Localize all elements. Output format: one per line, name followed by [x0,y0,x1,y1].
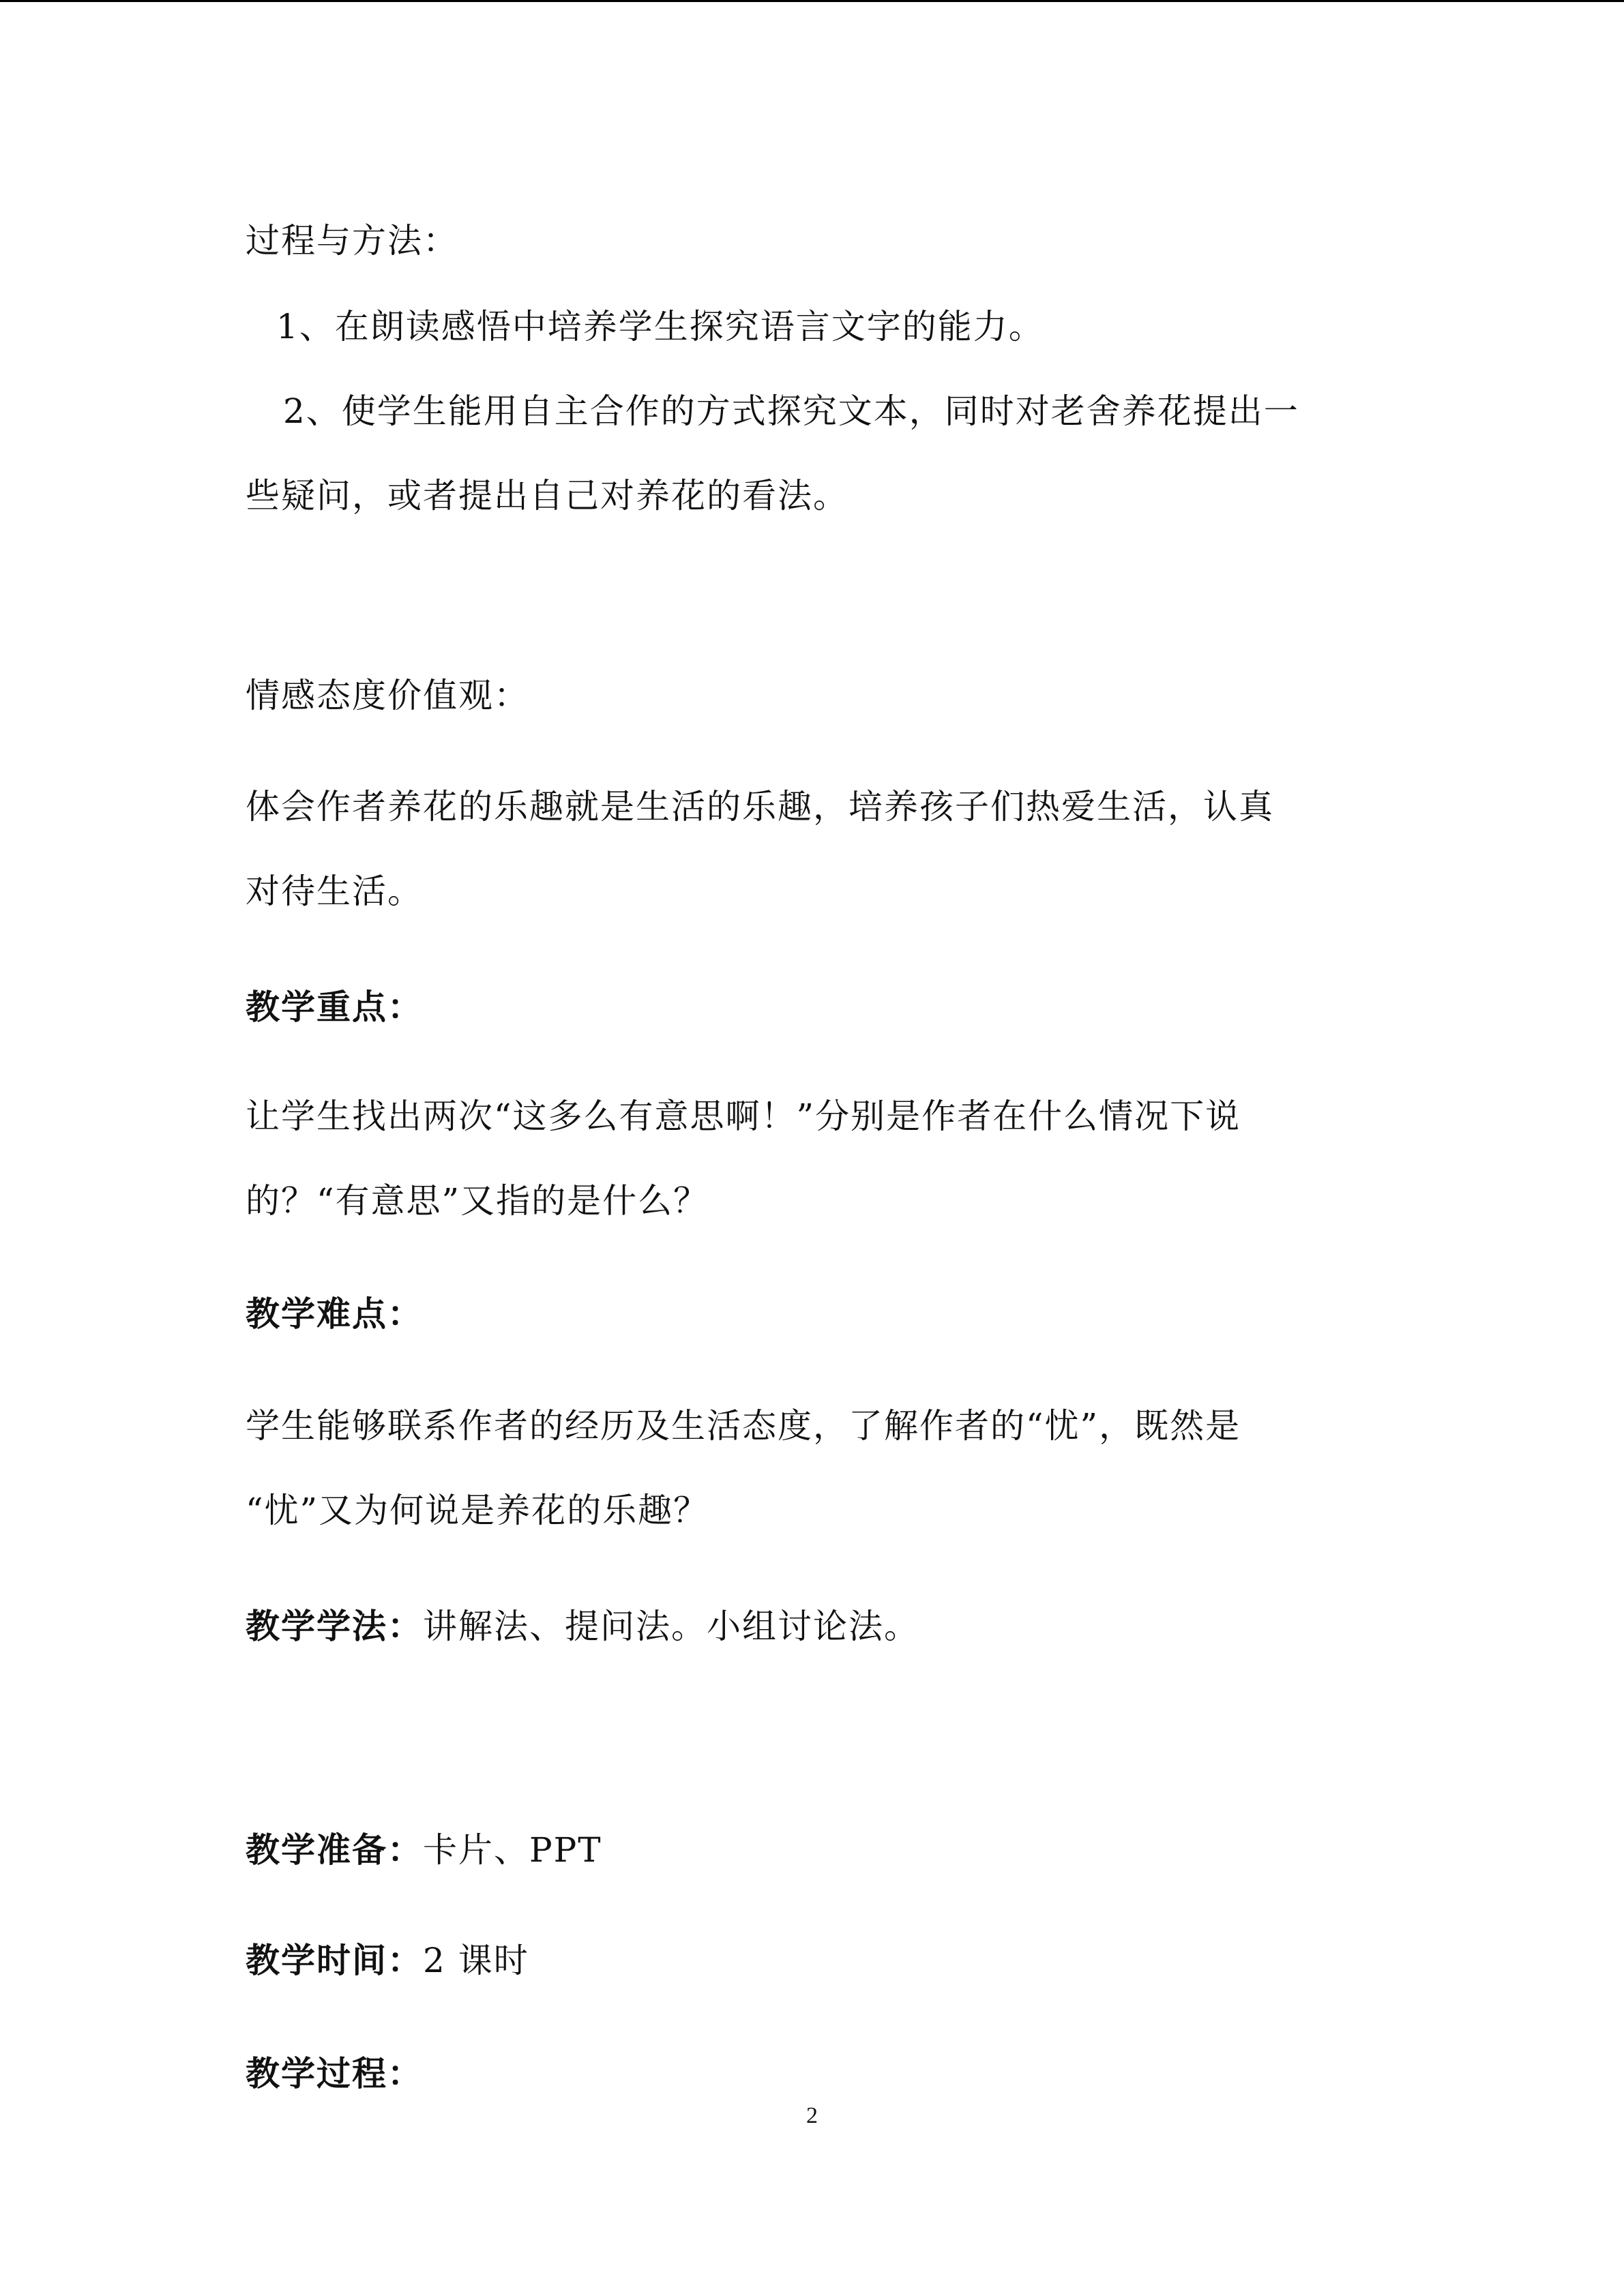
emotion-values-heading: 情感态度价值观： [246,676,529,715]
process-heading: 教学过程： [246,2054,423,2093]
preparation-label: 教学准备： [246,1830,423,1870]
difficulties-heading: 教学难点： [246,1294,423,1334]
process-methods-item-2-line-1: 2、使学生能用自主合作的方式探究文本，同时对老舍养花提出一 [283,391,1299,431]
difficulties-line-2: “忧”又为何说是养花的乐趣？ [246,1491,709,1530]
time-label: 教学时间： [246,1941,423,1980]
emotion-values-line-1: 体会作者养花的乐趣就是生活的乐趣，培养孩子们热爱生活，认真 [246,787,1274,826]
key-points-line-2: 的？“有意思”又指的是什么？ [246,1181,709,1221]
key-points-line-1: 让学生找出两次“这多么有意思啊！”分别是作者在什么情况下说 [246,1097,1241,1136]
process-methods-item-2-line-2: 些疑问，或者提出自己对养花的看法。 [246,476,848,516]
methods-value: 讲解法、提问法。小组讨论法。 [423,1607,919,1646]
time-value: 2 课时 [423,1941,529,1980]
process-methods-item-1: 1、在朗读感悟中培养学生探究语言文字的能力。 [276,307,1044,346]
difficulties-line-1: 学生能够联系作者的经历及生活态度，了解作者的“忧”，既然是 [246,1406,1241,1446]
time-row [246,1939,529,1982]
key-points-heading: 教学重点： [246,987,423,1027]
preparation-row [246,1828,602,1872]
methods-row [246,1605,919,1648]
page-number: 2 [806,2103,818,2128]
emotion-values-line-2: 对待生活。 [246,871,423,911]
preparation-value: 卡片、PPT [423,1830,602,1870]
methods-label: 教学学法： [246,1607,423,1646]
process-methods-heading: 过程与方法： [246,221,458,260]
